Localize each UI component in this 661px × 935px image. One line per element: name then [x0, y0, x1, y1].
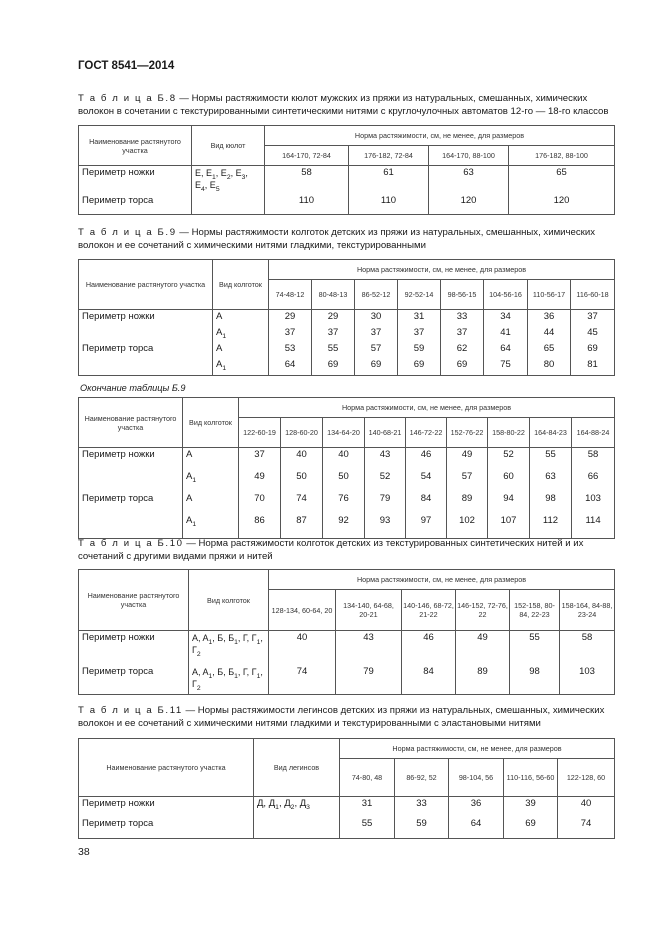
value-cell: 63 [530, 470, 572, 492]
size-header: 122-128, 60 [558, 759, 615, 797]
size-header: 140-146, 68-72, 21-22 [402, 590, 456, 631]
row-name: Периметр ножки [79, 448, 183, 470]
value-cell: 40 [558, 797, 615, 817]
row-kind: A [183, 492, 239, 514]
size-header: 164-170, 88-100 [429, 146, 509, 166]
value-cell: 69 [504, 817, 558, 839]
norm-header: Норма растяжимости, см, не менее, для размеров [269, 570, 615, 590]
table-row [79, 797, 615, 817]
size-header: 80-48-13 [312, 280, 355, 310]
size-header: 98-104, 56 [449, 759, 504, 797]
value-cell: 69 [398, 358, 441, 376]
value-cell: 50 [281, 470, 323, 492]
param-header: Наименование растянутого участка [79, 398, 183, 448]
value-cell: 52 [488, 448, 530, 470]
size-header: 158-164, 84-88, 23-24 [560, 590, 615, 631]
size-header: 146-152, 72-76, 22 [456, 590, 510, 631]
table-row [79, 326, 615, 342]
value-cell: 44 [528, 326, 571, 342]
value-cell: 120 [509, 194, 615, 215]
size-header: 152-76-22 [447, 418, 488, 448]
size-header: 164-84-23 [530, 418, 572, 448]
size-header: 92-52-14 [398, 280, 441, 310]
param-header: Наименование растянутого участка [79, 570, 189, 631]
value-cell: 76 [323, 492, 365, 514]
value-cell: 79 [336, 665, 402, 695]
table-b11-caption [78, 705, 618, 730]
table-row [79, 194, 615, 215]
value-cell: 37 [355, 326, 398, 342]
value-cell: 65 [528, 342, 571, 358]
page-number: 38 [78, 846, 90, 858]
value-cell: 49 [239, 470, 281, 492]
size-header: 134-64-20 [323, 418, 365, 448]
row-name: Периметр торса [79, 342, 213, 358]
value-cell: 92 [323, 514, 365, 539]
value-cell: 40 [281, 448, 323, 470]
value-cell: 84 [406, 492, 447, 514]
row-kind: A [213, 310, 269, 326]
row-kind: E, $E_1$, $E_2$, $E_3$, $E_4$, $E_5$ [192, 166, 265, 194]
value-cell: 59 [398, 342, 441, 358]
row-kind [192, 194, 265, 215]
value-cell: 75 [484, 358, 528, 376]
row-name [79, 326, 213, 342]
size-header: 152-158, 80-84, 22-23 [510, 590, 560, 631]
size-header: 74-80, 48 [340, 759, 395, 797]
value-cell: 87 [281, 514, 323, 539]
size-header: 74-48-12 [269, 280, 312, 310]
row-name: Периметр торса [79, 665, 189, 695]
value-cell: 120 [429, 194, 509, 215]
table-row [79, 358, 615, 376]
table-b11 [78, 738, 615, 839]
size-header: 128-60-20 [281, 418, 323, 448]
value-cell: 74 [558, 817, 615, 839]
value-cell: 57 [355, 342, 398, 358]
row-name [79, 358, 213, 376]
kind-header: Вид колготок [189, 570, 269, 631]
size-header: 110-116, 56-60 [504, 759, 558, 797]
value-cell: 102 [447, 514, 488, 539]
value-cell: 36 [528, 310, 571, 326]
value-cell: 98 [510, 665, 560, 695]
value-cell: 69 [571, 342, 615, 358]
row-name [79, 470, 183, 492]
size-header: 164-170, 72-84 [265, 146, 349, 166]
value-cell: 97 [406, 514, 447, 539]
value-cell: 55 [312, 342, 355, 358]
value-cell: 98 [530, 492, 572, 514]
table-row [79, 817, 615, 839]
row-name: Периметр ножки [79, 631, 189, 665]
value-cell: 29 [312, 310, 355, 326]
value-cell: 58 [265, 166, 349, 194]
value-cell: 107 [488, 514, 530, 539]
value-cell: 55 [510, 631, 560, 665]
row-kind: A [213, 342, 269, 358]
value-cell: 39 [504, 797, 558, 817]
value-cell: 86 [239, 514, 281, 539]
table-row [79, 492, 615, 514]
document-header: ГОСТ 8541—2014 [78, 60, 175, 72]
value-cell: 70 [239, 492, 281, 514]
value-cell: 59 [395, 817, 449, 839]
value-cell: 66 [572, 470, 615, 492]
table-b10-title: — Норма растяжимости колготок детских из текстурированных синтетических нитей и их сочетаний с другими видами пряжи и нитей [78, 538, 584, 562]
table-row [79, 310, 615, 326]
size-header: 146-72-22 [406, 418, 447, 448]
row-kind: A [183, 448, 239, 470]
row-name: Периметр торса [79, 817, 254, 839]
size-header: 104-56-16 [484, 280, 528, 310]
size-header: 176-182, 72-84 [349, 146, 429, 166]
value-cell: 37 [312, 326, 355, 342]
value-cell: 36 [449, 797, 504, 817]
value-cell: 74 [281, 492, 323, 514]
value-cell: 57 [447, 470, 488, 492]
norm-header: Норма растяжимости, см, не менее, для размеров [239, 398, 615, 418]
value-cell: 89 [456, 665, 510, 695]
value-cell: 41 [484, 326, 528, 342]
value-cell: 34 [484, 310, 528, 326]
value-cell: 55 [340, 817, 395, 839]
value-cell: 62 [441, 342, 484, 358]
table-b9-continued [78, 397, 615, 539]
value-cell: 89 [447, 492, 488, 514]
table-row [79, 470, 615, 492]
value-cell: 37 [398, 326, 441, 342]
value-cell: 43 [365, 448, 406, 470]
value-cell: 58 [560, 631, 615, 665]
table-row [79, 631, 615, 665]
value-cell: 53 [269, 342, 312, 358]
row-name [79, 514, 183, 539]
table-b11-label: Т а б л и ц а Б.11 [78, 705, 183, 716]
param-header: Наименование растянутого участка [79, 126, 192, 166]
kind-header: Вид колготок [183, 398, 239, 448]
size-header: 86-92, 52 [395, 759, 449, 797]
row-kind: A, $A_1$, Б, $Б_1$, Г, $Г_1$, $Г_2$ [189, 665, 269, 695]
table-b10-label: Т а б л и ц а Б.10 [78, 538, 184, 549]
value-cell: 33 [395, 797, 449, 817]
kind-header: Вид кюлот [192, 126, 265, 166]
row-kind: Д, $Д_1$, $Д_2$, $Д_3$ [254, 797, 340, 817]
value-cell: 60 [488, 470, 530, 492]
value-cell: 112 [530, 514, 572, 539]
value-cell: 40 [323, 448, 365, 470]
size-header: 86-52-12 [355, 280, 398, 310]
value-cell: 37 [269, 326, 312, 342]
row-name: Периметр ножки [79, 310, 213, 326]
value-cell: 64 [484, 342, 528, 358]
value-cell: 37 [239, 448, 281, 470]
value-cell: 64 [269, 358, 312, 376]
value-cell: 31 [340, 797, 395, 817]
value-cell: 110 [265, 194, 349, 215]
param-header: Наименование растянутого участка [79, 260, 213, 310]
value-cell: 52 [365, 470, 406, 492]
value-cell: 64 [449, 817, 504, 839]
value-cell: 63 [429, 166, 509, 194]
value-cell: 33 [441, 310, 484, 326]
value-cell: 55 [530, 448, 572, 470]
table-b9-caption [78, 227, 618, 252]
row-name: Периметр ножки [79, 166, 192, 194]
value-cell: 69 [355, 358, 398, 376]
table-b8 [78, 125, 615, 215]
row-name: Периметр торса [79, 492, 183, 514]
size-header: 128-134, 60-64, 20 [269, 590, 336, 631]
row-kind: $A_1$ [213, 358, 269, 376]
size-header: 98-56-15 [441, 280, 484, 310]
value-cell: 45 [571, 326, 615, 342]
value-cell: 49 [447, 448, 488, 470]
size-header: 134-140, 64-68, 20-21 [336, 590, 402, 631]
size-header: 140-68-21 [365, 418, 406, 448]
value-cell: 61 [349, 166, 429, 194]
value-cell: 30 [355, 310, 398, 326]
kind-header: Вид легинсов [254, 739, 340, 797]
value-cell: 110 [349, 194, 429, 215]
size-header: 164-88-24 [572, 418, 615, 448]
norm-header: Норма растяжимости, см, не менее, для размеров [269, 260, 615, 280]
row-kind: A, $A_1$, Б, $Б_1$, Г, $Г_1$, $Г_2$ [189, 631, 269, 665]
table-b8-title: — Нормы растяжимости кюлот мужских из пряжи из натуральных, смешанных, химических волокон в сочетании с текстурированными синтетическими нитями с круглочулочных автоматов 12-го — 18-го классов [78, 93, 609, 117]
row-name: Периметр ножки [79, 797, 254, 817]
value-cell: 103 [560, 665, 615, 695]
value-cell: 37 [571, 310, 615, 326]
size-header: 110-56-17 [528, 280, 571, 310]
size-header: 116-60-18 [571, 280, 615, 310]
value-cell: 79 [365, 492, 406, 514]
value-cell: 103 [572, 492, 615, 514]
table-b10 [78, 569, 615, 695]
value-cell: 94 [488, 492, 530, 514]
value-cell: 31 [398, 310, 441, 326]
table-b9-title: — Нормы растяжимости колготок детских из пряжи из натуральных, смешанных, химических волокон и ее сочетаний с химическими нитями гладкими, текстурированными [78, 227, 596, 251]
size-header: 176-182, 88-100 [509, 146, 615, 166]
table-row [79, 342, 615, 358]
value-cell: 46 [406, 448, 447, 470]
table-b9-continuation-caption: Окончание таблицы Б.9 [80, 383, 186, 393]
param-header: Наименование растянутого участка [79, 739, 254, 797]
row-kind: $A_1$ [183, 514, 239, 539]
value-cell: 50 [323, 470, 365, 492]
table-b8-label: Т а б л и ц а Б.8 [78, 93, 177, 104]
value-cell: 43 [336, 631, 402, 665]
row-kind [254, 817, 340, 839]
value-cell: 40 [269, 631, 336, 665]
value-cell: 69 [441, 358, 484, 376]
value-cell: 80 [528, 358, 571, 376]
row-kind: $A_1$ [183, 470, 239, 492]
table-b9 [78, 259, 615, 376]
value-cell: 65 [509, 166, 615, 194]
kind-header: Вид колготок [213, 260, 269, 310]
value-cell: 58 [572, 448, 615, 470]
value-cell: 69 [312, 358, 355, 376]
table-row [79, 166, 615, 194]
value-cell: 114 [572, 514, 615, 539]
value-cell: 37 [441, 326, 484, 342]
value-cell: 74 [269, 665, 336, 695]
table-b8-caption [78, 93, 618, 118]
value-cell: 84 [402, 665, 456, 695]
value-cell: 93 [365, 514, 406, 539]
value-cell: 54 [406, 470, 447, 492]
table-b10-caption [78, 538, 618, 563]
row-kind: $A_1$ [213, 326, 269, 342]
row-name: Периметр торса [79, 194, 192, 215]
size-header: 158-80-22 [488, 418, 530, 448]
table-row [79, 514, 615, 539]
table-b11-title: — Нормы растяжимости легинсов детских из пряжи из натуральных, смешанных, химических волокон и ее сочетаний с химическими нитями гладкими и текстурированными с эластановыми нитями [78, 705, 605, 729]
value-cell: 46 [402, 631, 456, 665]
value-cell: 81 [571, 358, 615, 376]
table-b9-label: Т а б л и ц а Б.9 [78, 227, 177, 238]
table-row [79, 665, 615, 695]
table-row [79, 448, 615, 470]
value-cell: 29 [269, 310, 312, 326]
size-header: 122-60-19 [239, 418, 281, 448]
norm-header: Норма растяжимости, см, не менее, для размеров [340, 739, 615, 759]
value-cell: 49 [456, 631, 510, 665]
norm-header: Норма растяжимости, см, не менее, для размеров [265, 126, 615, 146]
